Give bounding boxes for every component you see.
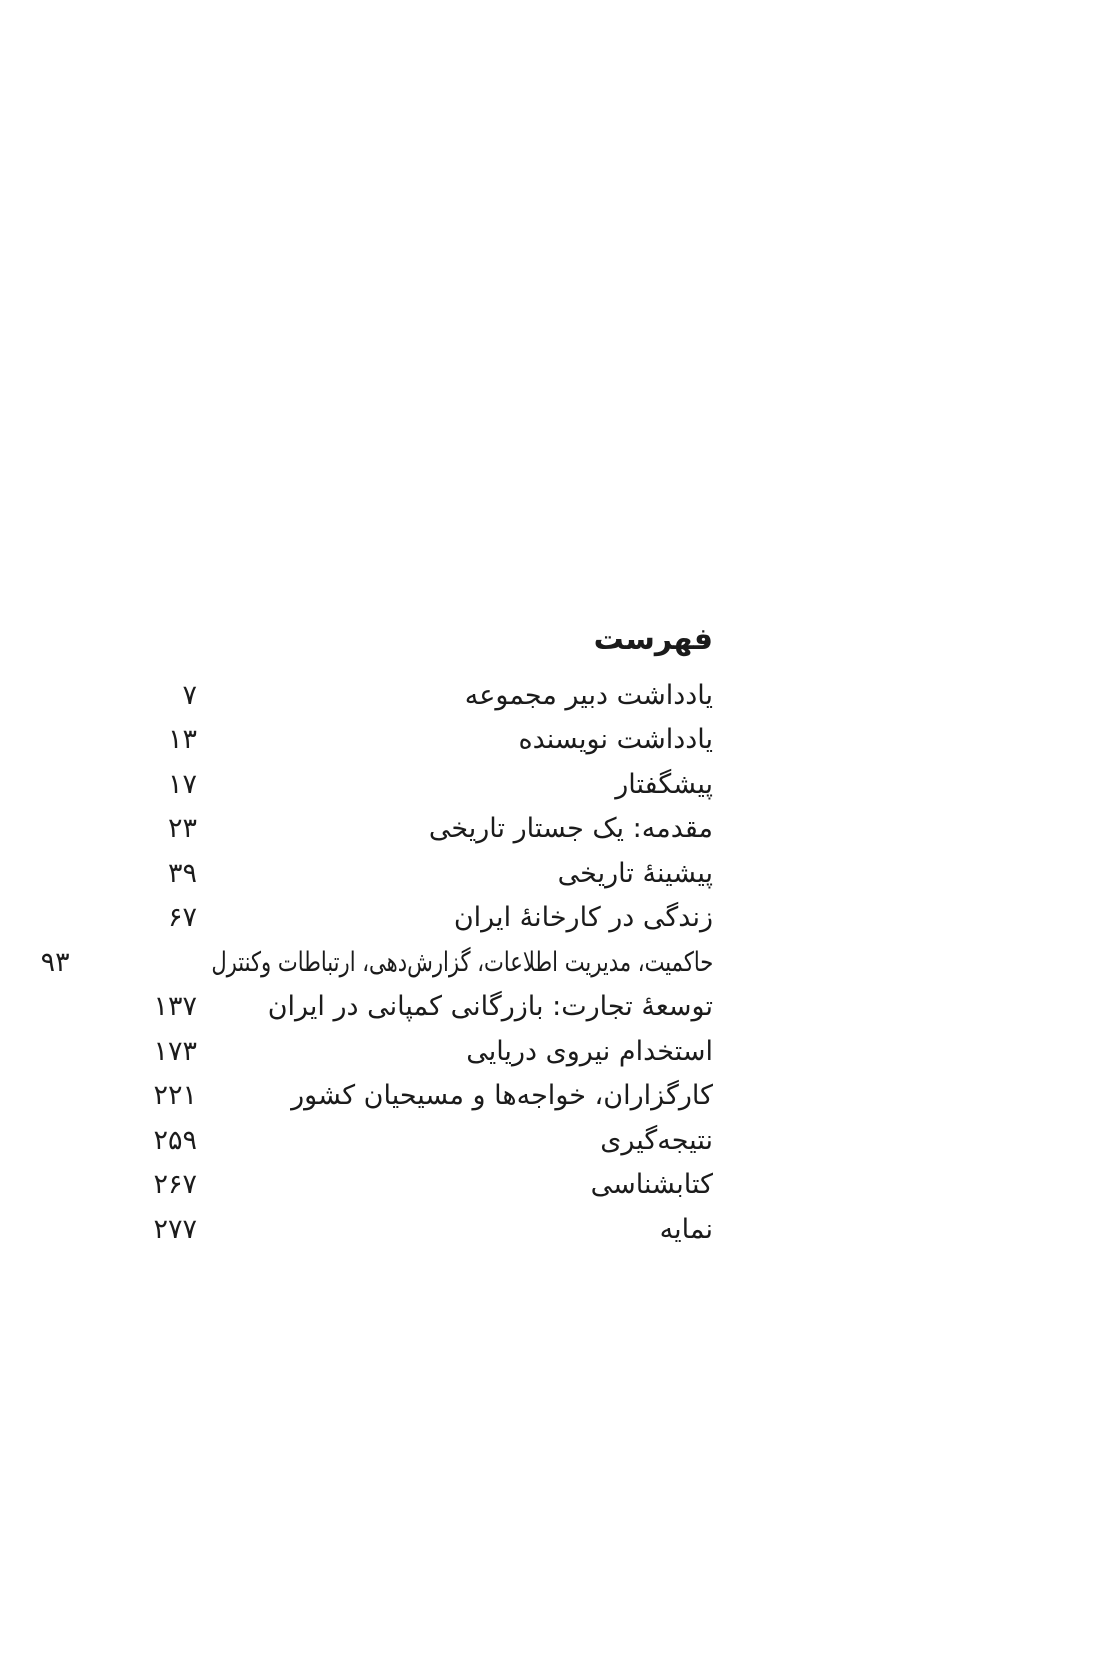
toc-entry-title: مقدمه: یک جستار تاریخی [428, 813, 713, 845]
toc-entry [147, 1074, 713, 1119]
toc-entry [147, 1118, 713, 1163]
toc-entry-title: کتابشناسی [590, 1169, 713, 1201]
toc-entry-page-number: ۷ [182, 679, 197, 711]
toc-entry [147, 1207, 713, 1252]
toc-entry-title: نمایه [659, 1213, 713, 1245]
toc-entry-title: نتیجه‌گیری [600, 1124, 713, 1156]
toc-entry-page-number: ۲۳ [167, 813, 197, 845]
toc-entry [147, 673, 713, 718]
toc-entry-page-number: ۱۷۳ [153, 1035, 197, 1067]
toc-entry-title: یادداشت دبیر مجموعه [464, 679, 713, 711]
toc-entry-page-number: ۱۷ [167, 768, 197, 800]
toc-entry [147, 851, 713, 896]
toc-entry [147, 718, 713, 763]
toc-entry-title: زندگی در کارخانهٔ ایران [453, 902, 713, 934]
toc-entry-page-number: ۶۷ [167, 902, 197, 934]
toc-entry-page-number: ۲۲۱ [153, 1080, 197, 1112]
toc-entry-page-number: ۱۳۷ [153, 991, 197, 1023]
toc-heading: فهرست [593, 622, 713, 657]
toc-entry-page-number: ۱۳ [167, 724, 197, 756]
toc-entry-title: یادداشت نویسنده [518, 724, 713, 756]
toc-entry [147, 1163, 713, 1208]
toc-entry-title: پیشگفتار [615, 768, 713, 800]
table-of-contents [40, 620, 713, 1252]
toc-list [40, 673, 713, 1252]
toc-entry-title: استخدام نیروی دریایی [466, 1035, 713, 1067]
toc-entry-title: حاکمیت، مدیریت اطلاعات، گزارش‌دهی، ارتباطات وکنترل [211, 946, 713, 978]
toc-entry [147, 985, 713, 1030]
toc-entry [147, 1029, 713, 1074]
toc-entry-title: توسعهٔ تجارت: بازرگانی کمپانی در ایران [267, 991, 713, 1023]
toc-entry [147, 762, 713, 807]
toc-entry [40, 940, 713, 985]
toc-entry-title: کارگزاران، خواجه‌ها و مسیحیان کشور [291, 1080, 713, 1112]
toc-entry-page-number: ۹۳ [40, 946, 70, 978]
toc-entry-page-number: ۲۷۷ [153, 1213, 197, 1245]
toc-entry [147, 896, 713, 941]
toc-entry-title: پیشینهٔ تاریخی [557, 857, 713, 889]
toc-entry-page-number: ۳۹ [167, 857, 197, 889]
toc-entry [147, 807, 713, 852]
toc-entry-page-number: ۲۶۷ [153, 1169, 197, 1201]
toc-entry-page-number: ۲۵۹ [153, 1124, 197, 1156]
